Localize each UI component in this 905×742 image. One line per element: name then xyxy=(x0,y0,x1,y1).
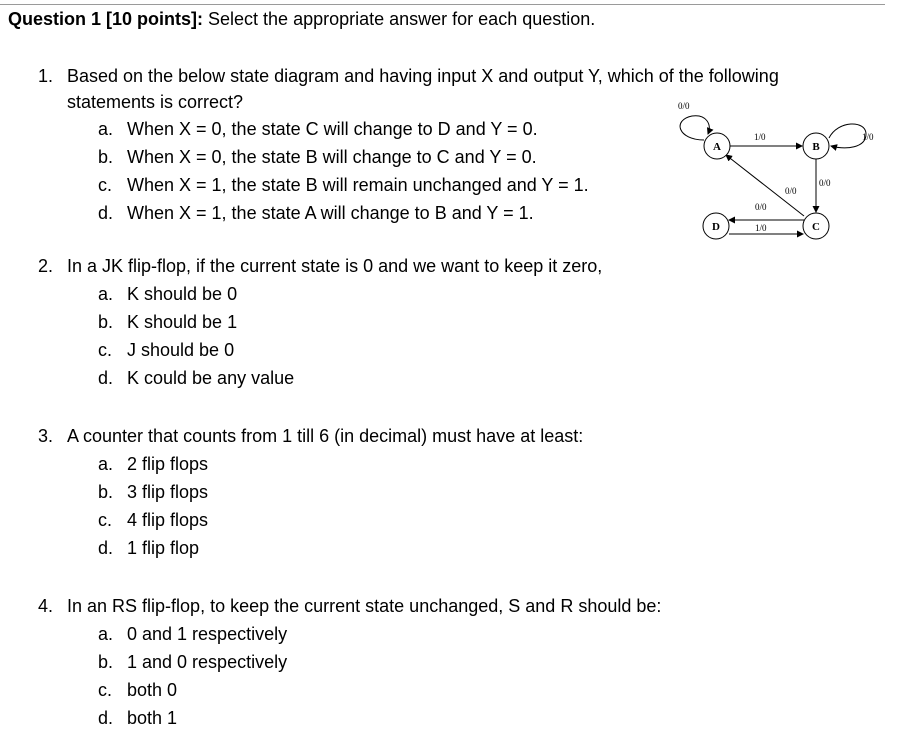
question-number: 4. xyxy=(38,596,54,616)
option-text: 0 and 1 respectively xyxy=(127,624,288,644)
label-c-a: 0/0 xyxy=(785,186,797,196)
option-d[interactable] xyxy=(98,534,208,562)
option-text: 1 flip flop xyxy=(127,538,200,558)
option-text: 3 flip flops xyxy=(127,482,209,502)
label-c-d: 0/0 xyxy=(755,202,767,212)
self-loop-b xyxy=(829,124,866,148)
option-letter: c. xyxy=(98,510,113,530)
option-d[interactable] xyxy=(98,364,294,392)
state-d xyxy=(703,213,729,239)
option-a[interactable] xyxy=(98,450,208,478)
option-letter: c. xyxy=(98,680,113,700)
question-number: 2. xyxy=(38,256,54,276)
option-text: K should be 0 xyxy=(127,284,238,304)
state-d-label: D xyxy=(712,221,720,233)
top-rule xyxy=(0,4,885,5)
question-text: A counter that counts from 1 till 6 (in decimal) must have at least: xyxy=(67,426,584,446)
state-b-label: B xyxy=(812,141,820,153)
question-4 xyxy=(38,593,661,619)
option-text: J should be 0 xyxy=(127,340,235,360)
label-b-b: 1/0 xyxy=(862,132,874,142)
option-b[interactable] xyxy=(98,308,294,336)
option-letter: d. xyxy=(98,203,114,223)
option-a[interactable] xyxy=(98,115,589,143)
option-text: K could be any value xyxy=(127,368,295,388)
state-a xyxy=(704,133,730,159)
option-letter: b. xyxy=(98,147,114,167)
question-number: 1. xyxy=(38,66,54,86)
option-letter: a. xyxy=(98,284,114,304)
option-b[interactable] xyxy=(98,478,208,506)
question-4-options xyxy=(98,620,287,732)
question-heading xyxy=(8,8,595,30)
option-letter: a. xyxy=(98,454,114,474)
label-a-a: 0/0 xyxy=(678,101,690,111)
option-text: K should be 1 xyxy=(127,312,238,332)
question-text-continued: statements is correct? xyxy=(67,92,244,112)
option-letter: b. xyxy=(98,652,114,672)
question-text: In an RS flip-flop, to keep the current state unchanged, S and R should be: xyxy=(67,596,662,616)
option-text: 2 flip flops xyxy=(127,454,209,474)
option-letter: a. xyxy=(98,624,114,644)
self-loop-a xyxy=(680,116,709,140)
option-d[interactable] xyxy=(98,199,589,227)
question-2-options xyxy=(98,280,294,392)
label-d-c: 1/0 xyxy=(755,223,767,233)
state-b xyxy=(803,133,829,159)
question-text: Based on the below state diagram and having input X and output Y, which of the following xyxy=(67,66,779,86)
option-letter: d. xyxy=(98,368,114,388)
question-2 xyxy=(38,253,602,279)
option-b[interactable] xyxy=(98,143,589,171)
option-text: When X = 1, the state B will remain unchanged and Y = 1. xyxy=(127,175,589,195)
option-letter: d. xyxy=(98,538,114,558)
option-letter: b. xyxy=(98,312,114,332)
question-text: In a JK flip-flop, if the current state is 0 and we want to keep it zero, xyxy=(67,256,603,276)
option-letter: a. xyxy=(98,119,114,139)
option-a[interactable] xyxy=(98,280,294,308)
heading-rest: Select the appropriate answer for each question. xyxy=(203,9,596,29)
question-number: 3. xyxy=(38,426,54,446)
option-text: When X = 0, the state B will change to C and Y = 0. xyxy=(127,147,537,167)
option-text: 1 and 0 respectively xyxy=(127,652,288,672)
option-a[interactable] xyxy=(98,620,287,648)
option-text: When X = 1, the state A will change to B and Y = 1. xyxy=(127,203,534,223)
state-a-label: A xyxy=(713,141,721,153)
label-a-b: 1/0 xyxy=(754,132,766,142)
state-c xyxy=(803,213,829,239)
option-text: 4 flip flops xyxy=(127,510,209,530)
option-letter: d. xyxy=(98,708,114,728)
option-c[interactable] xyxy=(98,336,294,364)
option-b[interactable] xyxy=(98,648,287,676)
option-c[interactable] xyxy=(98,506,208,534)
option-letter: b. xyxy=(98,482,114,502)
option-c[interactable] xyxy=(98,676,287,704)
option-c[interactable] xyxy=(98,171,589,199)
state-c-label: C xyxy=(812,221,820,233)
option-text: both 1 xyxy=(127,708,178,728)
question-1-options xyxy=(98,115,589,227)
label-b-c: 0/0 xyxy=(819,178,831,188)
question-3-options xyxy=(98,450,208,562)
question-3 xyxy=(38,423,583,449)
state-diagram xyxy=(668,98,883,248)
heading-bold: Question 1 [10 points]: xyxy=(8,9,204,29)
option-letter: c. xyxy=(98,340,113,360)
option-text: When X = 0, the state C will change to D and Y = 0. xyxy=(127,119,538,139)
option-d[interactable] xyxy=(98,704,287,732)
option-text: both 0 xyxy=(127,680,178,700)
option-letter: c. xyxy=(98,175,113,195)
